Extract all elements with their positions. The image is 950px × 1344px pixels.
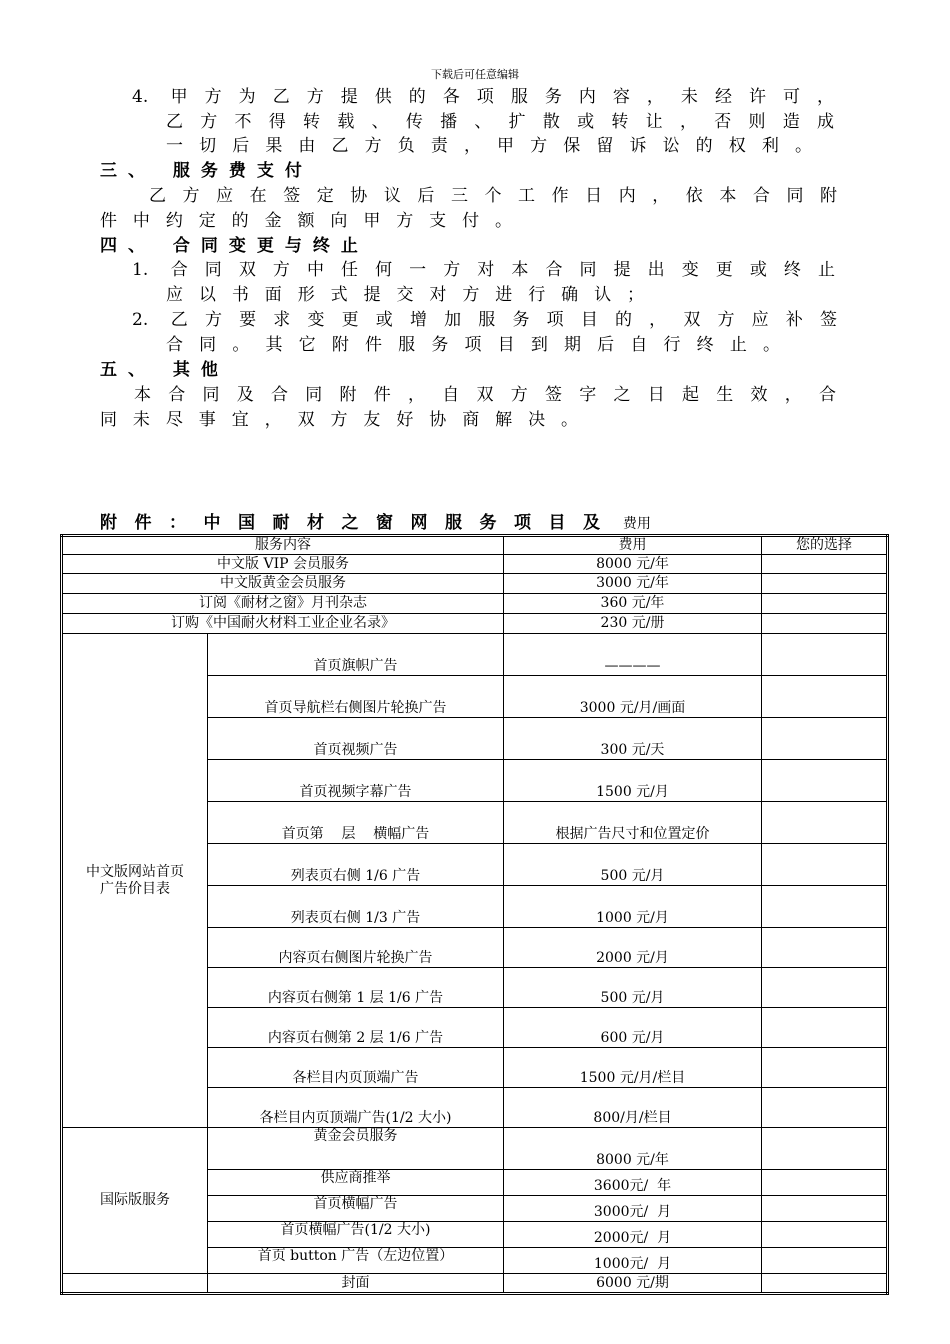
table-row <box>62 594 888 614</box>
choice-cell[interactable] <box>762 1196 888 1222</box>
fee-cell: 2000元/ 月 <box>504 1222 762 1248</box>
fee-cell: 8000 元/年 <box>504 1128 762 1170</box>
group-cn-label-line2: 广告价目表 <box>100 880 170 897</box>
choice-cell[interactable] <box>762 1274 888 1294</box>
choice-cell[interactable] <box>762 760 888 802</box>
service-cell: 首页视频字幕广告 <box>208 760 504 802</box>
service-cell: 中文版黄金会员服务 <box>62 574 504 594</box>
choice-cell[interactable] <box>762 594 888 614</box>
section4-item2-line1: 2. 乙方要求变更或增加服务项目的，双方应补签 <box>132 310 837 330</box>
table-row <box>62 1128 888 1170</box>
fee-cell: 2000 元/月 <box>504 928 762 968</box>
service-cell: 首页第 层 横幅广告 <box>208 802 504 844</box>
table-row <box>62 1274 888 1294</box>
fee-cell: 3000 元/月/画面 <box>504 676 762 718</box>
service-cell: 首页 button 广告（左边位置） <box>208 1248 504 1274</box>
fee-cell: 500 元/月 <box>504 844 762 886</box>
fee-cell: 3000元/ 月 <box>504 1196 762 1222</box>
section3-line2: 件中约定的金额向甲方支付。 <box>100 211 512 231</box>
choice-cell[interactable] <box>762 1088 888 1128</box>
choice-cell[interactable] <box>762 968 888 1008</box>
choice-cell[interactable] <box>762 614 888 634</box>
fee-cell: 3600元/ 年 <box>504 1170 762 1196</box>
section4-item1-line2: 应以书面形式提交对方进行确认； <box>166 285 644 305</box>
service-cell: 各栏目内页顶端广告(1/2 大小) <box>208 1088 504 1128</box>
choice-cell[interactable] <box>762 1222 888 1248</box>
table-row <box>62 574 888 594</box>
service-cell: 黄金会员服务 <box>208 1128 504 1170</box>
service-cell: 列表页右侧 1/3 广告 <box>208 886 504 928</box>
fee-cell: 1000元/ 月 <box>504 1248 762 1274</box>
fee-cell: 1000 元/月 <box>504 886 762 928</box>
choice-cell[interactable] <box>762 1128 888 1170</box>
choice-cell[interactable] <box>762 1248 888 1274</box>
empty-group-cell <box>62 1274 208 1294</box>
fee-cell: 360 元/年 <box>504 594 762 614</box>
section3-title: 三、 服务费支付 <box>100 161 313 181</box>
choice-cell[interactable] <box>762 1170 888 1196</box>
section5-title: 五、 其他 <box>100 360 229 380</box>
fee-cell: 1500 元/月/栏目 <box>504 1048 762 1088</box>
choice-cell[interactable] <box>762 574 888 594</box>
fee-cell: 230 元/册 <box>504 614 762 634</box>
service-price-table <box>60 534 889 1295</box>
section5-line1: 本合同及合同附件，自双方签字之日起生效，合 <box>134 385 836 405</box>
fee-cell: 6000 元/期 <box>504 1274 762 1294</box>
table-header-row <box>62 536 888 555</box>
fee-cell: 300 元/天 <box>504 718 762 760</box>
fee-cell: 800/月/栏目 <box>504 1088 762 1128</box>
service-cell: 内容页右侧图片轮换广告 <box>208 928 504 968</box>
fee-cell: 3000 元/年 <box>504 574 762 594</box>
fee-cell: 600 元/月 <box>504 1008 762 1048</box>
choice-cell[interactable] <box>762 802 888 844</box>
service-cell: 订阅《耐材之窗》月刊杂志 <box>62 594 504 614</box>
service-cell: 列表页右侧 1/6 广告 <box>208 844 504 886</box>
section5-line2: 同未尽事宜，双方友好协商解决。 <box>100 410 578 430</box>
item4-line1: 4. 甲方为乙方提供的各项服务内容，未经许可， <box>132 87 834 107</box>
group-cn-label <box>62 634 208 1128</box>
download-note: 下载后可任意编辑 <box>431 68 519 81</box>
attachment-title-small: 费用 <box>622 516 651 532</box>
choice-cell[interactable] <box>762 844 888 886</box>
service-cell: 首页横幅广告(1/2 大小) <box>208 1222 504 1248</box>
choice-cell[interactable] <box>762 676 888 718</box>
table-row <box>62 555 888 574</box>
service-cell: 首页旗帜广告 <box>208 634 504 676</box>
choice-cell[interactable] <box>762 928 888 968</box>
service-cell: 内容页右侧第 1 层 1/6 广告 <box>208 968 504 1008</box>
item4-line2: 乙方不得转载、传播、扩散或转让，否则造成 <box>166 112 834 132</box>
fee-cell: 根据广告尺寸和位置定价 <box>504 802 762 844</box>
fee-cell: ———— <box>504 634 762 676</box>
group-intl-label: 国际版服务 <box>62 1128 208 1274</box>
attachment-title <box>100 508 651 533</box>
group-cn-label-line1: 中文版网站首页 <box>86 863 184 880</box>
choice-cell[interactable] <box>762 555 888 574</box>
service-cell: 首页横幅广告 <box>208 1196 504 1222</box>
fee-cell: 500 元/月 <box>504 968 762 1008</box>
service-cell: 内容页右侧第 2 层 1/6 广告 <box>208 1008 504 1048</box>
service-cell: 封面 <box>208 1274 504 1294</box>
service-cell: 首页导航栏右侧图片轮换广告 <box>208 676 504 718</box>
choice-cell[interactable] <box>762 718 888 760</box>
section4-title: 四、 合同变更与终止 <box>100 236 369 256</box>
header-service: 服务内容 <box>62 536 504 555</box>
choice-cell[interactable] <box>762 634 888 676</box>
fee-cell: 8000 元/年 <box>504 555 762 574</box>
choice-cell[interactable] <box>762 886 888 928</box>
header-fee: 费用 <box>504 536 762 555</box>
item4-line3: 一切后果由乙方负责，甲方保留诉讼的权利。 <box>166 136 812 156</box>
attachment-title-bold: 附件：中国耐材之窗网服务项目及 <box>100 513 618 533</box>
service-cell: 各栏目内页顶端广告 <box>208 1048 504 1088</box>
table-row <box>62 614 888 634</box>
table-row <box>62 634 888 676</box>
section4-item2-line2: 合同。其它附件服务项目到期后自行终止。 <box>166 335 780 355</box>
fee-cell: 1500 元/月 <box>504 760 762 802</box>
service-cell: 订购《中国耐火材料工业企业名录》 <box>62 614 504 634</box>
service-cell: 中文版 VIP 会员服务 <box>62 555 504 574</box>
section4-item1-line1: 1. 合同双方中任何一方对本合同提出变更或终止 <box>132 260 835 280</box>
choice-cell[interactable] <box>762 1048 888 1088</box>
section3-line1: 乙方应在签定协议后三个工作日内，依本合同附 <box>149 186 837 206</box>
choice-cell[interactable] <box>762 1008 888 1048</box>
header-choice: 您的选择 <box>762 536 888 555</box>
service-cell: 首页视频广告 <box>208 718 504 760</box>
service-cell: 供应商推举 <box>208 1170 504 1196</box>
